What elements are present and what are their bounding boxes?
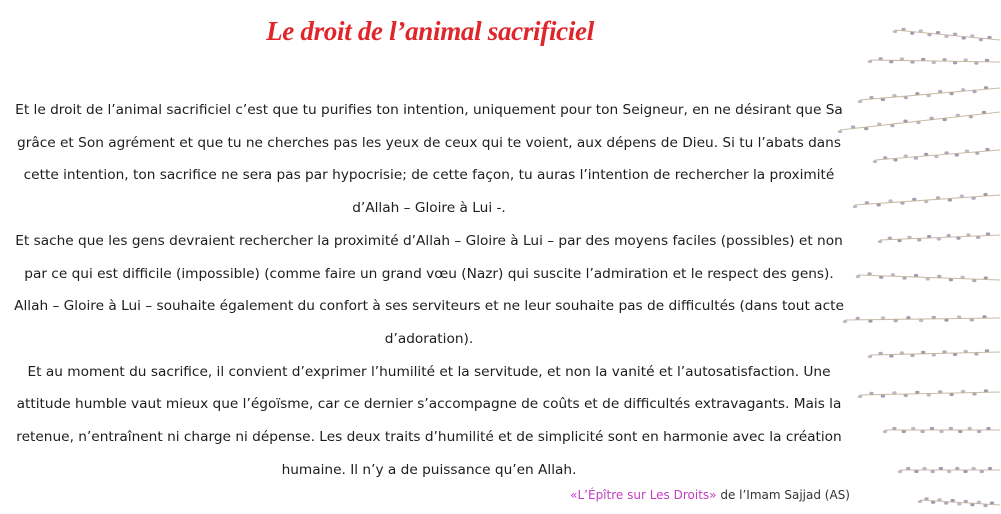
lavender-bud xyxy=(912,198,916,201)
lavender-bud xyxy=(916,121,920,124)
lavender-bud xyxy=(961,390,965,393)
lavender-bud xyxy=(926,278,930,281)
lavender-bud xyxy=(927,235,931,238)
paragraph-intention: Et le droit de l’animal sacrificiel c’est que tu purifies ton intention, uniquement pour ton Seigneur, en ne désirant que Sa grâce et Son agrément et que tu ne cherches pas les yeux de ceux qui te voient, aux dépens de Dieu. Si tu l’abats dans cette intention, ton sacrifice ne sera pas par hypocrisie; de cette façon, tu auras l’intention de rechercher la proximité d’Allah – Gloire à Lui -. xyxy=(15,102,843,217)
lavender-decoration-image xyxy=(800,0,1001,514)
lavender-bud xyxy=(897,239,901,242)
lavender-bud xyxy=(984,86,988,89)
lavender-bud xyxy=(931,501,935,504)
lavender-bud xyxy=(932,61,936,64)
lavender-bud xyxy=(966,233,970,236)
lavender-bud xyxy=(914,470,918,473)
lavender-bud xyxy=(984,389,988,392)
lavender-bud xyxy=(888,237,892,240)
lavender-bud xyxy=(944,502,948,505)
lavender-bud xyxy=(948,199,952,202)
lavender-bud xyxy=(921,351,925,354)
lavender-bud xyxy=(972,393,976,396)
lavender-bud xyxy=(892,391,896,394)
article-body xyxy=(6,94,852,486)
lavender-bud xyxy=(962,37,966,40)
lavender-bud xyxy=(955,467,959,470)
lavender-bud xyxy=(963,470,967,473)
lavender-bud xyxy=(972,90,976,93)
lavender-bud xyxy=(974,62,978,65)
lavender-bud xyxy=(937,238,941,241)
source-title: «L’Épître sur Les Droits» xyxy=(570,488,717,502)
lavender-bud xyxy=(877,123,881,126)
lavender-bud xyxy=(881,395,885,398)
lavender-bud xyxy=(865,201,869,204)
lavender-bud xyxy=(910,354,914,357)
lavender-stem xyxy=(840,112,1000,130)
lavender-bud xyxy=(868,320,872,323)
lavender-bud xyxy=(914,274,918,277)
lavender-bud xyxy=(892,427,896,430)
lavender-bud xyxy=(974,353,978,356)
lavender-bud xyxy=(929,117,933,120)
lavender-bud xyxy=(953,61,957,64)
lavender-bud xyxy=(982,315,986,318)
lavender-bud xyxy=(910,61,914,64)
lavender-bud xyxy=(914,157,918,160)
lavender-bud xyxy=(971,197,975,200)
lavender-bud xyxy=(937,275,941,278)
lavender-bud xyxy=(856,317,860,320)
lavender-bud xyxy=(919,29,923,32)
lavender-bud xyxy=(907,236,911,239)
lavender-bud xyxy=(889,355,893,358)
lavender-bud xyxy=(938,390,942,393)
lavender-bud xyxy=(985,148,989,151)
lavender-bud xyxy=(893,30,897,33)
lavender-bud xyxy=(965,150,969,153)
lavender-bud xyxy=(930,427,934,430)
lavender-bud xyxy=(890,124,894,127)
lavender-bud xyxy=(936,31,940,34)
lavender-bud xyxy=(868,355,872,358)
lavender-bud xyxy=(888,199,892,202)
lavender-bud xyxy=(902,430,906,433)
lavender-bud xyxy=(985,59,989,62)
lavender-bud xyxy=(869,96,873,99)
lavender-bud xyxy=(906,467,910,470)
lavender-bud xyxy=(900,202,904,205)
lavender-bud xyxy=(947,234,951,237)
lavender-bud xyxy=(958,430,962,433)
lavender-bud xyxy=(881,98,885,101)
lavender-bud xyxy=(906,316,910,319)
lavender-bud xyxy=(934,155,938,158)
lavender-bud xyxy=(979,38,983,41)
lavender-bud xyxy=(957,315,961,318)
lavender-bud xyxy=(902,277,906,280)
lavender-bud xyxy=(881,316,885,319)
lavender-bud xyxy=(964,350,968,353)
lavender-bud xyxy=(903,120,907,123)
lavender-bud xyxy=(901,28,905,31)
lavender-bud xyxy=(956,237,960,240)
lavender-bud xyxy=(960,195,964,198)
lavender-bud xyxy=(851,125,855,128)
lavender-bud xyxy=(977,430,981,433)
lavender-bud xyxy=(944,319,948,322)
lavender-bud xyxy=(868,60,872,63)
page-title: Le droit de l’animal sacrificiel xyxy=(266,16,594,46)
lavender-bud xyxy=(942,350,946,353)
lavender-bud xyxy=(931,470,935,473)
lavender-bud xyxy=(944,35,948,38)
lavender-bud xyxy=(910,32,914,35)
lavender-bud xyxy=(877,204,881,207)
lavender-bud xyxy=(985,349,989,352)
lavender-bud xyxy=(971,467,975,470)
lavender-bud xyxy=(867,272,871,275)
lavender-bud xyxy=(943,118,947,121)
lavender-bud xyxy=(889,60,893,63)
lavender-bud xyxy=(879,276,883,279)
lavender-bud xyxy=(944,151,948,154)
lavender-bud xyxy=(838,130,842,133)
lavender-bud xyxy=(988,467,992,470)
lavender-bud xyxy=(853,205,857,208)
lavender-bud xyxy=(927,94,931,97)
lavender-bud xyxy=(892,94,896,97)
lavender-bud xyxy=(883,430,887,433)
lavender-stem xyxy=(860,88,1000,100)
lavender-bud xyxy=(976,236,980,239)
lavender-bud xyxy=(900,57,904,60)
lavender-bud xyxy=(932,316,936,319)
lavender-bud xyxy=(969,115,973,118)
lavender-bud xyxy=(957,503,961,506)
lavender-bud xyxy=(891,273,895,276)
lavender-bud xyxy=(953,353,957,356)
lavender-bud xyxy=(919,319,923,322)
lavender-bud xyxy=(949,92,953,95)
lavender-bud xyxy=(947,470,951,473)
lavender-bud xyxy=(975,152,979,155)
lavender-bud xyxy=(970,34,974,37)
lavender-stem xyxy=(855,195,1000,205)
lavender-bud xyxy=(983,193,987,196)
lavender-bud xyxy=(856,275,860,278)
lavender-bud xyxy=(983,504,987,507)
lavender-bud xyxy=(898,470,902,473)
lavender-bud xyxy=(924,153,928,156)
lavender-bud xyxy=(918,500,922,503)
lavender-bud xyxy=(858,100,862,103)
lavender-bud xyxy=(949,427,953,430)
lavender-bud xyxy=(900,351,904,354)
lavender-bud xyxy=(937,498,941,501)
lavender-bud xyxy=(922,467,926,470)
lavender-bud xyxy=(942,58,946,61)
lavender-bud xyxy=(927,33,931,36)
lavender-bud xyxy=(932,354,936,357)
lavender-bud xyxy=(956,114,960,117)
lavender-bud xyxy=(984,276,988,279)
lavender-bud xyxy=(953,33,957,36)
lavender-bud xyxy=(878,352,882,355)
lavender-bud xyxy=(986,232,990,235)
lavender-bud xyxy=(939,467,943,470)
lavender-bud xyxy=(970,503,974,506)
lavender-bud xyxy=(936,196,940,199)
lavender-bud xyxy=(939,430,943,433)
lavender-bud xyxy=(843,320,847,323)
lavender-bud xyxy=(894,319,898,322)
paragraph-ease: Et sache que les gens devraient rechercher la proximité d’Allah – Gloire à Lui – par des moyens faciles (possibles) et non par ce qui est difficile (impossible) (comme faire un grand vœu (Nazr) qui suscite l’admiration et le respect des gens). Allah – Gloire à Lui – souhaite également du confort à ses serviteurs et ne leur souhaite pas de difficultés (dans tout acte d’adoration). xyxy=(14,232,844,347)
lavender-bud xyxy=(990,501,994,504)
lavender-bud xyxy=(878,57,882,60)
lavender-bud xyxy=(961,88,965,91)
lavender-bud xyxy=(987,36,991,39)
lavender-bud xyxy=(970,319,974,322)
lavender-bud xyxy=(873,160,877,163)
source-attribution xyxy=(0,487,850,503)
lavender-bud xyxy=(955,154,959,157)
lavender-bud xyxy=(924,497,928,500)
lavender-bud xyxy=(927,394,931,397)
lavender-bud xyxy=(949,278,953,281)
lavender-bud xyxy=(977,501,981,504)
lavender-bud xyxy=(858,395,862,398)
lavender-stem xyxy=(895,30,1000,40)
lavender-bud xyxy=(904,154,908,157)
lavender-bud xyxy=(920,430,924,433)
lavender-bud xyxy=(904,394,908,397)
lavender-bud xyxy=(917,239,921,242)
lavender-bud xyxy=(982,111,986,114)
lavender-bud xyxy=(949,393,953,396)
lavender-bud xyxy=(915,391,919,394)
lavender-bud xyxy=(986,427,990,430)
lavender-bud xyxy=(938,90,942,93)
lavender-bud xyxy=(878,240,882,243)
paragraph-humility: Et au moment du sacrifice, il convient d’exprimer l’humilité et la servitude, et non la vanité et l’autosatisfaction. Une attitude humble vaut mieux que l’égoïsme, car ce dernier s’accompagne de coûts et de difficultés extravagants. Mais la retenue, n’entraînent ni charge ni dépense. Les deux traits d’humilité et de simplicité sont en harmonie avec la création humaine. Il n’y a de puissance qu’en Allah. xyxy=(16,363,842,478)
lavender-bud xyxy=(883,156,887,159)
lavender-bud xyxy=(968,427,972,430)
lavender-bud xyxy=(964,500,968,503)
lavender-bud xyxy=(911,427,915,430)
lavender-bud xyxy=(924,200,928,203)
lavender-bud xyxy=(960,276,964,279)
lavender-bud xyxy=(893,159,897,162)
source-author: de l’Imam Sajjad (AS) xyxy=(716,488,850,502)
lavender-stem xyxy=(875,150,1000,160)
lavender-bud xyxy=(904,96,908,99)
lavender-bud xyxy=(964,58,968,61)
lavender-bud xyxy=(921,58,925,61)
lavender-bud xyxy=(915,92,919,95)
lavender-bud xyxy=(869,392,873,395)
lavender-bud xyxy=(980,470,984,473)
lavender-bud xyxy=(864,127,868,130)
lavender-bud xyxy=(972,279,976,282)
lavender-bud xyxy=(951,499,955,502)
